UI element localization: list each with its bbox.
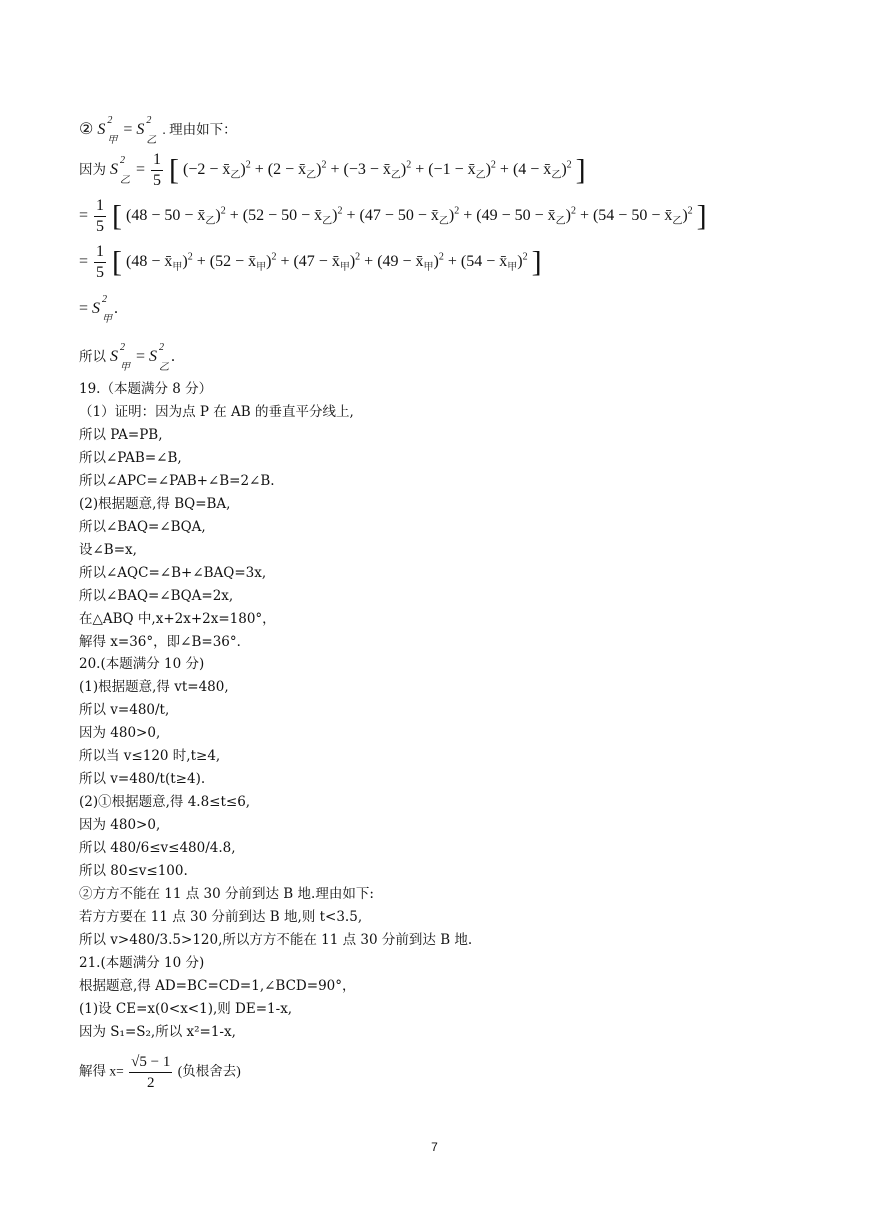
text-line: 所以∠APC=∠PAB+∠B=2∠B.	[79, 473, 275, 489]
text-line: 所以 v=480/t(t≥4).	[79, 771, 206, 787]
formula-line-4: = $\frac{1}{5}$ [ $(48 - x̄_甲)^2 + (52$ − $x̄_甲)^2 + (47$ − $x̄_甲)^2 + (49$ − $x̄_甲)^2 + (54$ − $x̄_甲)^2$ ]	[79, 243, 542, 281]
fraction-one-fifth: $\frac{1}{5}$	[96, 197, 105, 235]
variance-yi: S 2 乙	[110, 155, 130, 187]
variance-yi: S 2 乙	[149, 342, 170, 373]
text-line: 所以 v=480/t,	[79, 702, 170, 718]
text-line: (1)设 CE=x(0<x<1),则 DE=1-x,	[79, 1001, 293, 1017]
text-line: 根据题意,得 AD=BC=CD=1,∠BCD=90°，	[79, 978, 356, 994]
term: $(-1 - x̄_乙)^2$	[428, 159, 496, 182]
term: $(49 - 50 - x̄_乙)^2$	[476, 205, 576, 228]
text-line: 所以 PA=PB,	[79, 427, 163, 443]
formula-line-2: 因为 S 2 乙 = $\frac{1}{5}$ [ $(-2 - x̄_乙)^2 + (2$ − $x̄_乙)^2 + (-3$ − $x̄_乙)^2 + (-1$ − $x̄_乙)^2 + (4$ − $x̄_乙)^2$ ]	[79, 151, 586, 189]
term: $(-3 - x̄_乙)^2$	[343, 159, 412, 182]
formula-line-5: = S 2 甲 .	[79, 294, 119, 325]
variance-yi: S 2 乙	[136, 115, 157, 146]
term: $(54 - 50 - x̄_乙)^2$	[592, 205, 693, 228]
text-line: 因为 480>0,	[79, 725, 161, 741]
formula-line-6: 所以 S 2 甲 = S 2 乙 .	[79, 342, 176, 373]
reason-text: . 理由如下：	[162, 122, 237, 137]
term: $(49 - x̄_甲)^2$	[377, 251, 444, 274]
page-number: 7	[431, 1140, 438, 1154]
text-line: ②方方不能在 11 点 30 分前到达 B 地.理由如下:	[79, 886, 374, 902]
text-line: 所以∠AQC=∠B+∠BAQ=3x,	[79, 565, 267, 581]
text-line: 设∠B=x,	[79, 542, 137, 558]
text-line: (2)根据题意,得 BQ=BA,	[79, 496, 231, 512]
text-line: 所以∠BAQ=∠BQA=2x,	[79, 588, 234, 604]
text-line: 在△ABQ 中,x+2x+2x=180°，	[79, 611, 276, 627]
term: $(-2 - x̄_乙)^2$	[183, 159, 251, 182]
term: $(52 - 50 - x̄_乙)^2$	[242, 205, 343, 228]
text-line: 所以∠PAB=∠B,	[79, 450, 182, 466]
text-line: 所以 480/6≤v≤480/4.8,	[79, 840, 236, 856]
text-line: 若方方要在 11 点 30 分前到达 B 地,则 t<3.5,	[79, 909, 363, 925]
term: $(2 - x̄_乙)^2$	[267, 159, 327, 182]
variance-jia: S 2 甲	[92, 294, 113, 325]
text-line: 所以∠BAQ=∠BQA,	[79, 519, 206, 535]
term: $(48 - x̄_甲)^2$	[126, 251, 193, 274]
text-line: 解得 x=36°，即∠B=36°．	[79, 634, 251, 650]
solution-line: 解得 x= $\frac{√5 - 1}{2}$ (负根舍去)	[79, 1054, 241, 1091]
text-line: 因为 S₁=S₂,所以 x²=1-x,	[79, 1024, 236, 1040]
text-line: (2)①根据题意,得 4.8≤t≤6,	[79, 794, 251, 810]
text-line: 19.（本题满分 8 分）	[79, 381, 213, 397]
text-line: 21.(本题满分 10 分)	[79, 955, 205, 971]
variance-jia: S 2 甲	[97, 115, 118, 146]
term: $(47 - x̄_甲)^2$	[293, 251, 361, 274]
term: $(48 - 50 - x̄_乙)^2$	[126, 205, 226, 228]
fraction-one-fifth: $\frac{1}{5}$	[96, 243, 105, 281]
circled-two: ②	[79, 121, 94, 138]
term: $(52 - x̄_甲)^2$	[209, 251, 277, 274]
text-line: 所以 80≤v≤100.	[79, 863, 188, 879]
text-line: 因为 480>0,	[79, 817, 161, 833]
text-line: 所以 v>480/3.5>120,所以方方不能在 11 点 30 分前到达 B 地.	[79, 932, 473, 948]
formula-line-1: ② S 2 甲 = S 2 乙 . 理由如下：	[79, 115, 237, 146]
text-line: 所以当 v≤120 时,t≥4,	[79, 748, 221, 764]
text-line: 20.(本题满分 10 分)	[79, 656, 205, 672]
formula-line-3: = $\frac{1}{5}$ [ $(48 - 50 - x̄_乙)^2 + (52 - 50$ − $x̄_乙)^2 + (47 - 50$ − $x̄_乙)^2 + (49 - 50$ − $x̄_乙)^2 + (54 - 50$ − $x̄_乙)^2$ ]	[79, 197, 707, 235]
variance-jia: S 2 甲	[110, 342, 130, 373]
text-line: （1）证明：因为点 P 在 AB 的垂直平分线上,	[79, 404, 354, 420]
text-line: (1)根据题意,得 vt=480,	[79, 679, 229, 695]
term: $(47 - 50 - x̄_乙)^2$	[359, 205, 460, 228]
fraction-root: $\frac{√5 - 1}{2}$	[131, 1054, 171, 1091]
term: $(4 - x̄_乙)^2$	[512, 159, 572, 182]
fraction-one-fifth: $\frac{1}{5}$	[153, 151, 162, 189]
term: $(54 - x̄_甲)^2$	[460, 251, 528, 274]
